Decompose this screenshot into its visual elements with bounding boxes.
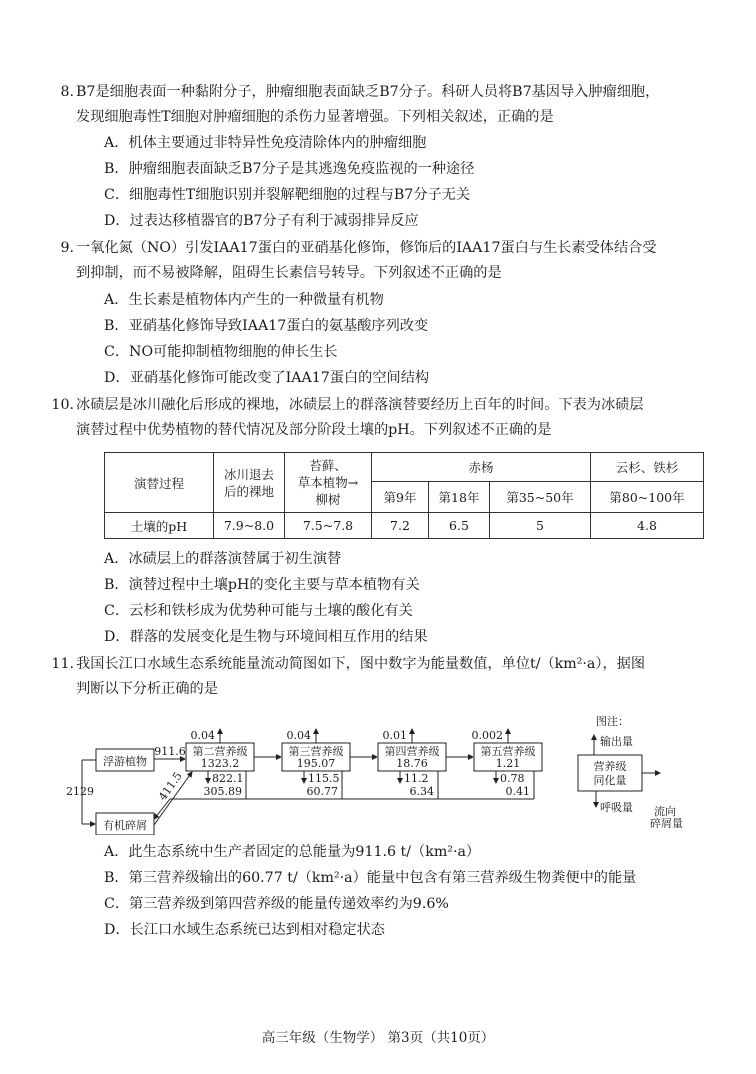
sub-header: 第35~50年 xyxy=(490,482,591,513)
question-10 xyxy=(51,393,708,443)
output-value: 0.04 xyxy=(190,729,215,742)
option-b: B．肿瘤细胞表面缺乏B7分子是其逃逸免疫监视的一种途径 xyxy=(104,161,475,177)
table-cell: 5 xyxy=(490,513,591,539)
row-label: 土壤的pH xyxy=(105,513,214,539)
legend-box-line1: 营养级 xyxy=(593,760,627,773)
question-stem: 到抑制，而不易被降解，阻碍生长素信号转导。下列叙述不正确的是 xyxy=(76,265,502,281)
respiration-value: 822.1 xyxy=(212,772,244,785)
option-b: B．演替过程中土壤pH的变化主要与草本植物有关 xyxy=(104,577,420,593)
legend-box-line2: 同化量 xyxy=(593,774,627,787)
detritus-flow-value: 60.77 xyxy=(306,785,338,798)
energy-flow-diagram xyxy=(0,715,756,835)
option-a: A．冰碛层上的群落演替属于初生演替 xyxy=(104,551,342,567)
table-cell: 7.5~7.8 xyxy=(285,513,372,539)
table-cell: 6.5 xyxy=(429,513,490,539)
detritus-flow-value: 0.41 xyxy=(505,785,530,798)
option-c: C．第三营养级到第四营养级的能量传递效率约为9.6% xyxy=(104,896,449,912)
page-footer: 高三年级（生物学） 第3页（共10页） xyxy=(261,1030,495,1046)
question-11 xyxy=(51,652,708,702)
question-8 xyxy=(60,80,708,130)
option-d: D．长江口水域生态系统已达到相对稳定状态 xyxy=(104,922,385,938)
question-number: 10. xyxy=(51,397,74,413)
detritus-flow-value: 6.34 xyxy=(409,785,434,798)
detritus-in-value: 411.5 xyxy=(156,769,185,803)
level-5-value: 1.21 xyxy=(495,757,521,770)
option-c: C．细胞毒性T细胞识别并裂解靶细胞的过程与B7分子无关 xyxy=(104,187,471,203)
question-stem: 演替过程中优势植物的替代情况及部分阶段土壤的pH。下列叙述不正确的是 xyxy=(76,422,552,438)
header-process: 演替过程 xyxy=(105,453,214,513)
header-bare-land: 冰川退去 后的裸地 xyxy=(214,453,285,513)
option-c: C．NO可能抑制植物细胞的伸长生长 xyxy=(104,344,338,360)
question-stem: 发现细胞毒性T细胞对肿瘤细胞的杀伤力显著增强。下列相关叙述，正确的是 xyxy=(76,109,554,125)
option-a: A．生长素是植物体内产生的一种微量有机物 xyxy=(104,292,384,308)
respiration-value: 115.5 xyxy=(308,772,340,785)
sub-header: 第18年 xyxy=(429,482,490,513)
succession-table xyxy=(104,452,704,539)
respiration-value: 11.2 xyxy=(404,772,429,785)
option-b: B．亚硝基化修饰导致IAA17蛋白的氨基酸序列改变 xyxy=(104,318,429,334)
output-value: 0.01 xyxy=(382,729,407,742)
legend-detritus-1: 流向 xyxy=(654,805,676,818)
table-cell: 7.2 xyxy=(372,513,429,539)
header-spruce: 云杉、铁杉 xyxy=(591,453,704,482)
question-number: 8. xyxy=(60,84,74,100)
level-3-value: 195.07 xyxy=(296,757,336,770)
level-2-name: 第二营养级 xyxy=(192,745,248,758)
output-value: 0.002 xyxy=(471,729,503,742)
question-stem: 一氧化氮（NO）引发IAA17蛋白的亚硝基化修饰，修饰后的IAA17蛋白与生长素受体结合受 xyxy=(76,240,657,256)
question-9 xyxy=(60,236,708,286)
detritus-flow-value: 305.89 xyxy=(203,785,242,798)
level-5-name: 第五营养级 xyxy=(480,745,536,758)
table-cell: 7.9~8.0 xyxy=(214,513,285,539)
option-b: B．第三营养级输出的60.77 t/（km²·a）能量中包含有第三营养级生物粪便中的能量 xyxy=(104,870,637,886)
level-4-name: 第四营养级 xyxy=(384,745,440,758)
question-stem: 冰碛层是冰川融化后形成的裸地，冰碛层上的群落演替要经历上百年的时间。下表为冰碛层 xyxy=(76,397,644,413)
question-stem: 我国长江口水域生态系统能量流动简图如下，图中数字为能量数值，单位t/（km²·a），据图 xyxy=(76,656,646,672)
question-stem: B7是细胞表面一种黏附分子，肿瘤细胞表面缺乏B7分子。科研人员将B7基因导入肿瘤细胞， xyxy=(76,84,660,100)
question-number: 9. xyxy=(60,240,74,256)
legend-title: 图注： xyxy=(596,715,629,728)
output-value: 0.04 xyxy=(286,729,311,742)
question-number: 11. xyxy=(51,656,74,672)
legend-output: 输出量 xyxy=(600,735,633,748)
respiration-value: 0.78 xyxy=(500,772,525,785)
header-moss: 苔藓、 草本植物→ 柳树 xyxy=(285,453,372,513)
option-d: D．群落的发展变化是生物与环境间相互作用的结果 xyxy=(104,629,428,645)
loop-value: 2129 xyxy=(66,785,94,798)
option-a: A．机体主要通过非特异性免疫清除体内的肿瘤细胞 xyxy=(104,135,427,151)
plankton-label: 浮游植物 xyxy=(103,755,147,768)
header-alder: 赤杨 xyxy=(372,453,591,482)
option-d: D．亚硝基化修饰可能改变了IAA17蛋白的空间结构 xyxy=(104,370,430,386)
detritus-label: 有机碎屑 xyxy=(103,819,147,832)
legend-detritus-2: 碎屑量 xyxy=(650,817,683,830)
legend-respiration: 呼吸量 xyxy=(600,801,633,814)
question-stem: 判断以下分析正确的是 xyxy=(76,681,218,697)
level-4-value: 18.76 xyxy=(396,757,428,770)
option-a: A．此生态系统中生产者固定的总能量为911.6 t/（km²·a） xyxy=(104,844,481,860)
sub-header: 第80~100年 xyxy=(591,482,704,513)
sub-header: 第9年 xyxy=(372,482,429,513)
option-c: C．云杉和铁杉成为优势种可能与土壤的酸化有关 xyxy=(104,603,413,619)
table-cell: 4.8 xyxy=(591,513,704,539)
level-3-name: 第三营养级 xyxy=(288,745,344,758)
flow-in-value: 911.6 xyxy=(154,745,186,758)
option-d: D．过表达移植器官的B7分子有利于减弱排异反应 xyxy=(104,213,419,229)
level-2-value: 1323.2 xyxy=(200,757,240,770)
